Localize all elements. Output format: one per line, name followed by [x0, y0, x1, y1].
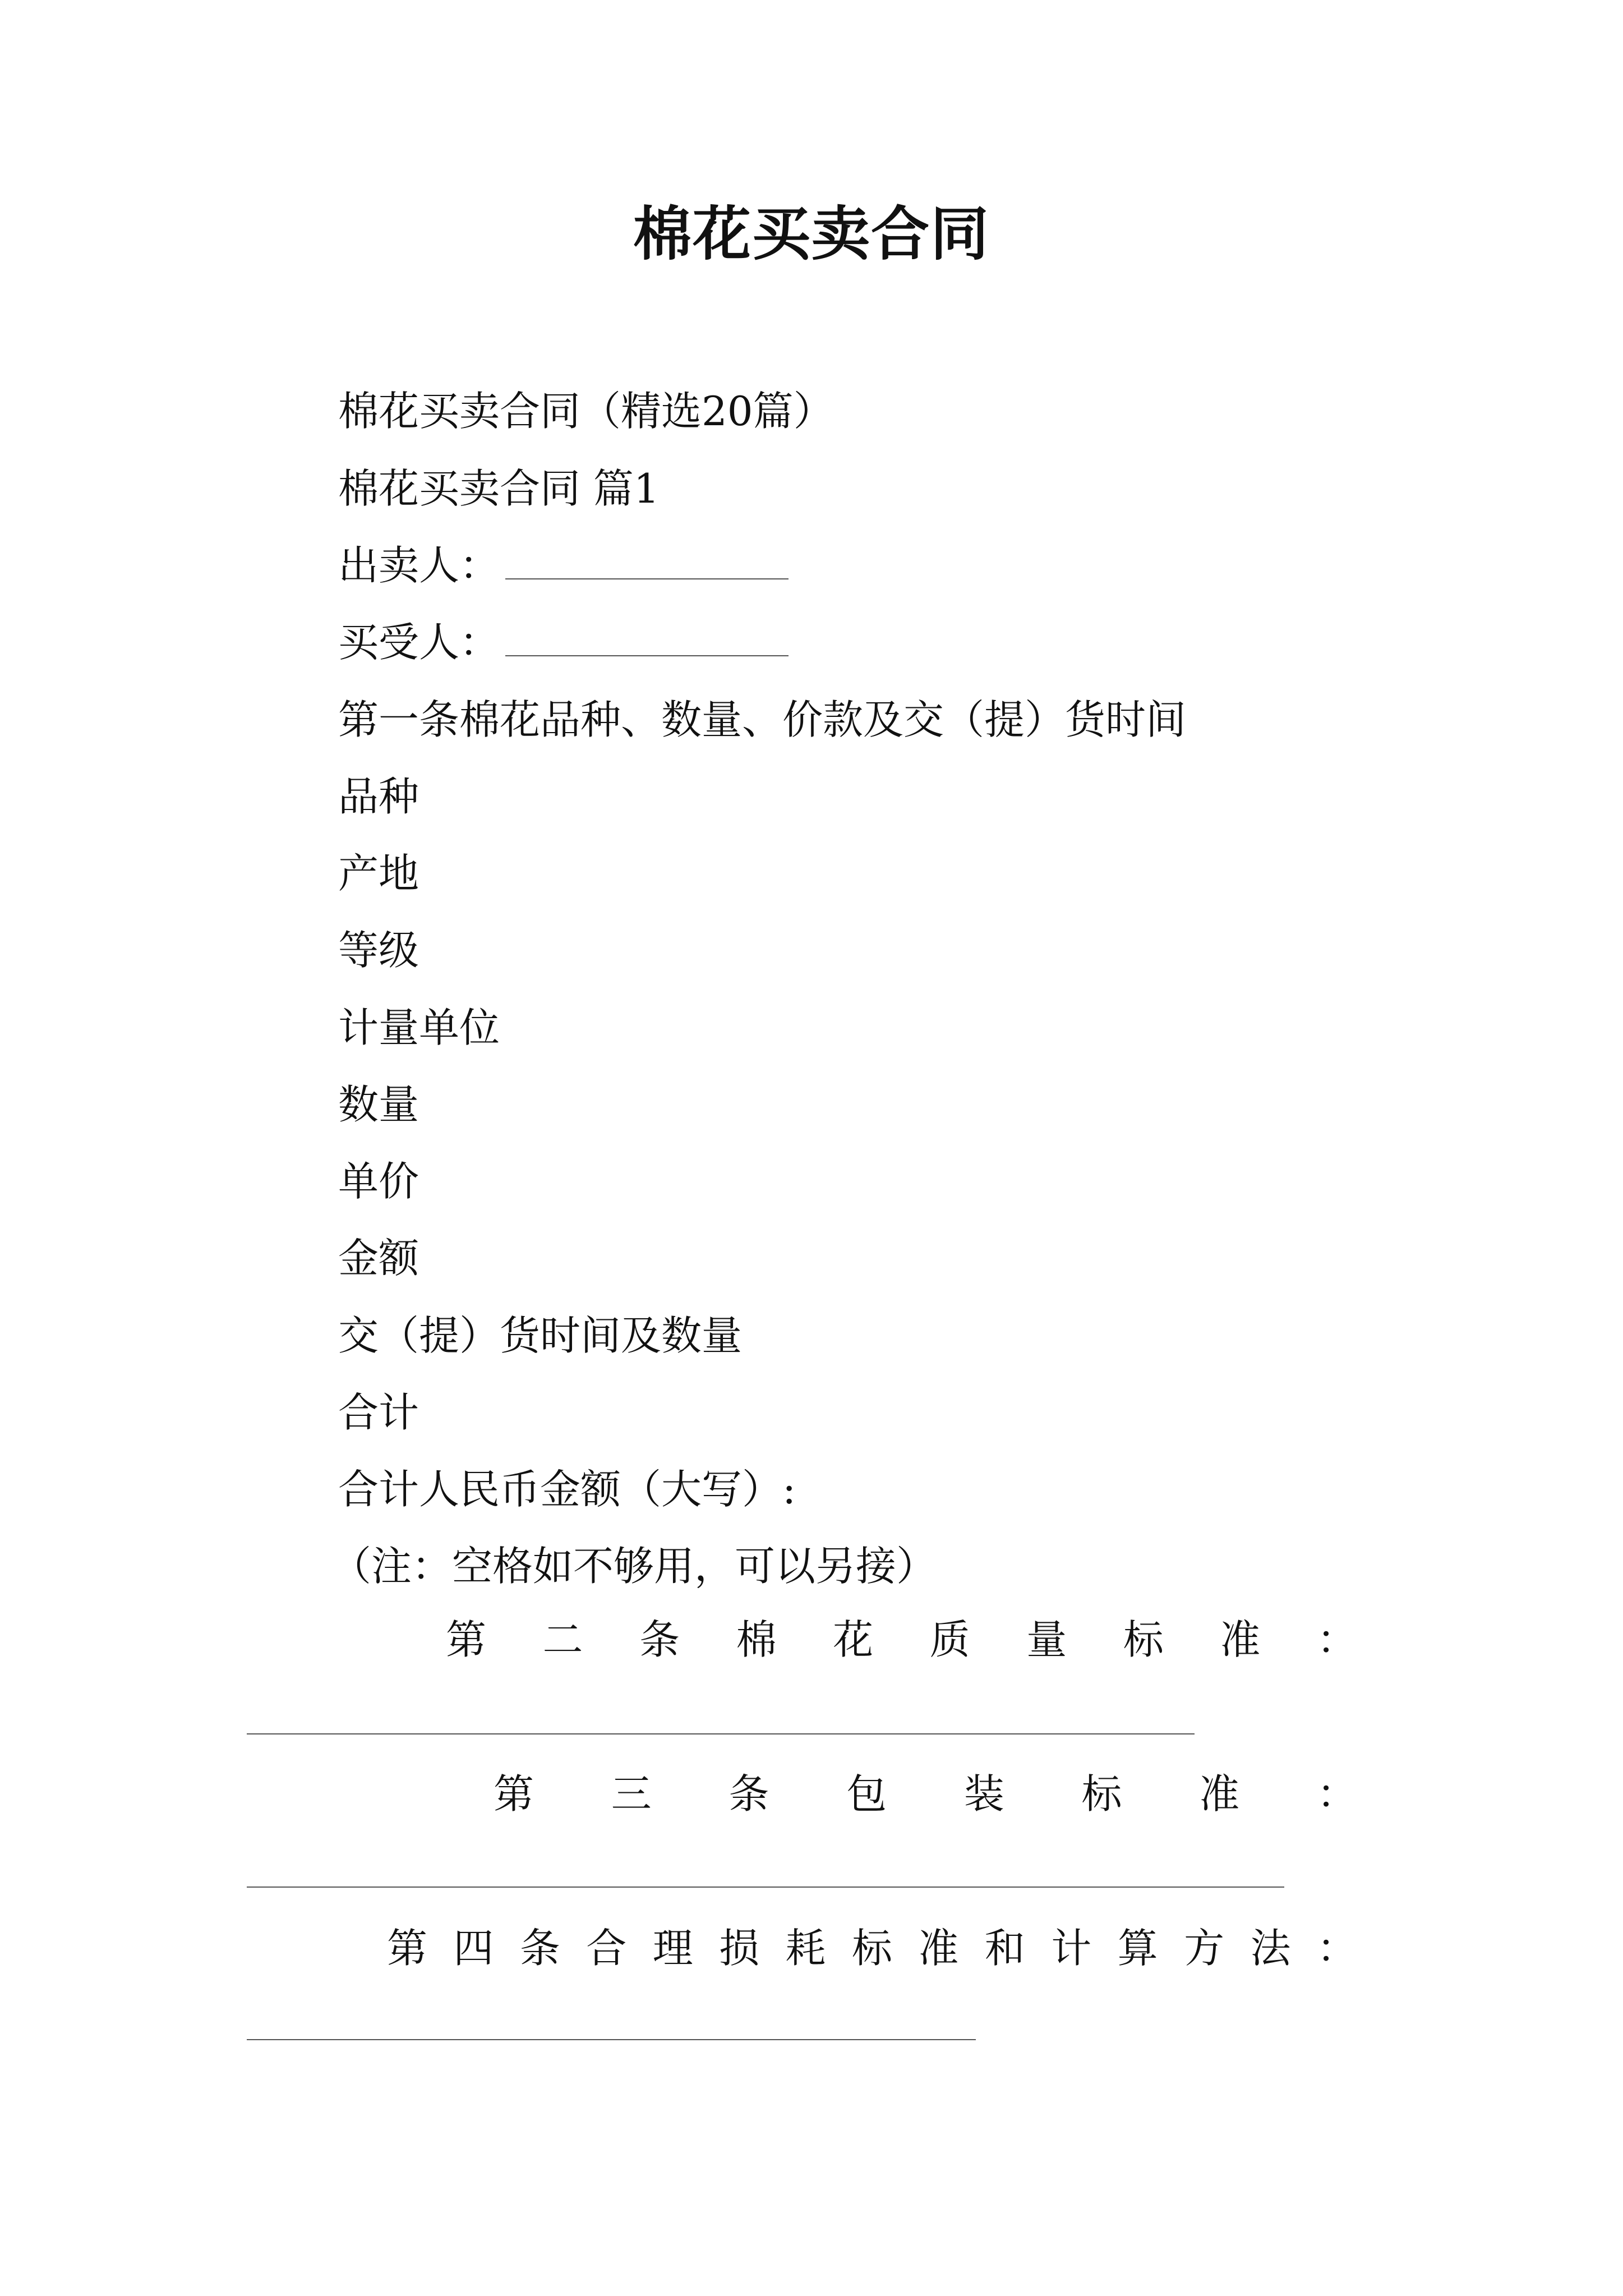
article-3-char: 装 — [963, 1770, 1004, 1818]
article-4-char: 法 — [1250, 1925, 1291, 1972]
article-4-char: 四 — [453, 1925, 494, 1972]
article-4-char: 算 — [1117, 1925, 1158, 1972]
item-amount: 金额 — [338, 1235, 419, 1282]
item-quantity: 数量 — [338, 1081, 419, 1128]
buyer-line — [338, 618, 789, 666]
subtitle-collection: 棉花买卖合同（精选20篇） — [338, 388, 834, 435]
article-2-char: 准 — [1220, 1616, 1261, 1663]
buyer-label: 买受人： — [338, 619, 500, 666]
article-3-char: 标 — [1081, 1770, 1122, 1818]
seller-label: 出卖人： — [338, 542, 500, 589]
item-total-rmb: 合计人民币金额（大写）: — [338, 1466, 796, 1513]
article-4-heading — [387, 1924, 1357, 1972]
article-3-heading — [494, 1770, 1357, 1818]
article-4-char: 方 — [1184, 1925, 1225, 1972]
article-3-underline — [247, 1887, 1284, 1888]
article-4-char: 标 — [851, 1925, 892, 1972]
article-2-underline — [247, 1733, 1195, 1734]
article-4-underline — [247, 2039, 976, 2040]
item-delivery-time: 交（提）货时间及数量 — [338, 1312, 743, 1359]
article-4-char: ： — [1316, 1925, 1357, 1972]
seller-line — [338, 541, 789, 590]
article-3-char: 三 — [611, 1770, 652, 1818]
item-variety: 品种 — [338, 773, 419, 820]
article-1-heading: 第一条棉花品种、数量、价款及交（提）货时间 — [338, 696, 1187, 743]
article-3-char: 条 — [728, 1770, 769, 1818]
article-2-char: 花 — [833, 1616, 874, 1663]
buyer-blank — [505, 653, 789, 656]
article-4-char: 条 — [519, 1925, 560, 1972]
article-4-char: 和 — [984, 1925, 1025, 1972]
article-4-char: 计 — [1051, 1925, 1092, 1972]
article-2-char: 棉 — [736, 1616, 777, 1663]
document-title: 棉花买卖合同 — [633, 199, 990, 268]
article-2-char: 二 — [542, 1616, 583, 1663]
article-2-char: ： — [1316, 1616, 1357, 1663]
seller-blank — [505, 576, 789, 579]
article-2-char: 量 — [1026, 1616, 1067, 1663]
item-origin: 产地 — [338, 850, 419, 897]
item-unit-price: 单价 — [338, 1158, 419, 1205]
article-4-char: 合 — [586, 1925, 627, 1972]
article-4-char: 第 — [387, 1925, 428, 1972]
article-2-char: 第 — [446, 1616, 487, 1663]
item-unit: 计量单位 — [338, 1004, 500, 1051]
article-2-char: 条 — [639, 1616, 680, 1663]
subtitle-part-1: 棉花买卖合同 篇1 — [338, 465, 660, 512]
item-grade: 等级 — [338, 927, 419, 974]
article-2-char: 标 — [1123, 1616, 1164, 1663]
article-3-char: 包 — [846, 1770, 887, 1818]
article-4-char: 耗 — [785, 1925, 826, 1972]
article-4-char: 损 — [719, 1925, 760, 1972]
article-3-char: 第 — [494, 1770, 534, 1818]
article-2-char: 质 — [929, 1616, 970, 1663]
article-4-char: 理 — [652, 1925, 693, 1972]
article-4-char: 准 — [918, 1925, 959, 1972]
item-total: 合计 — [338, 1389, 419, 1436]
article-3-char: 准 — [1199, 1770, 1240, 1818]
article-2-heading — [446, 1616, 1357, 1664]
item-note: （注：空格如不够用，可以另接） — [331, 1543, 937, 1590]
article-3-char: ： — [1316, 1770, 1357, 1818]
